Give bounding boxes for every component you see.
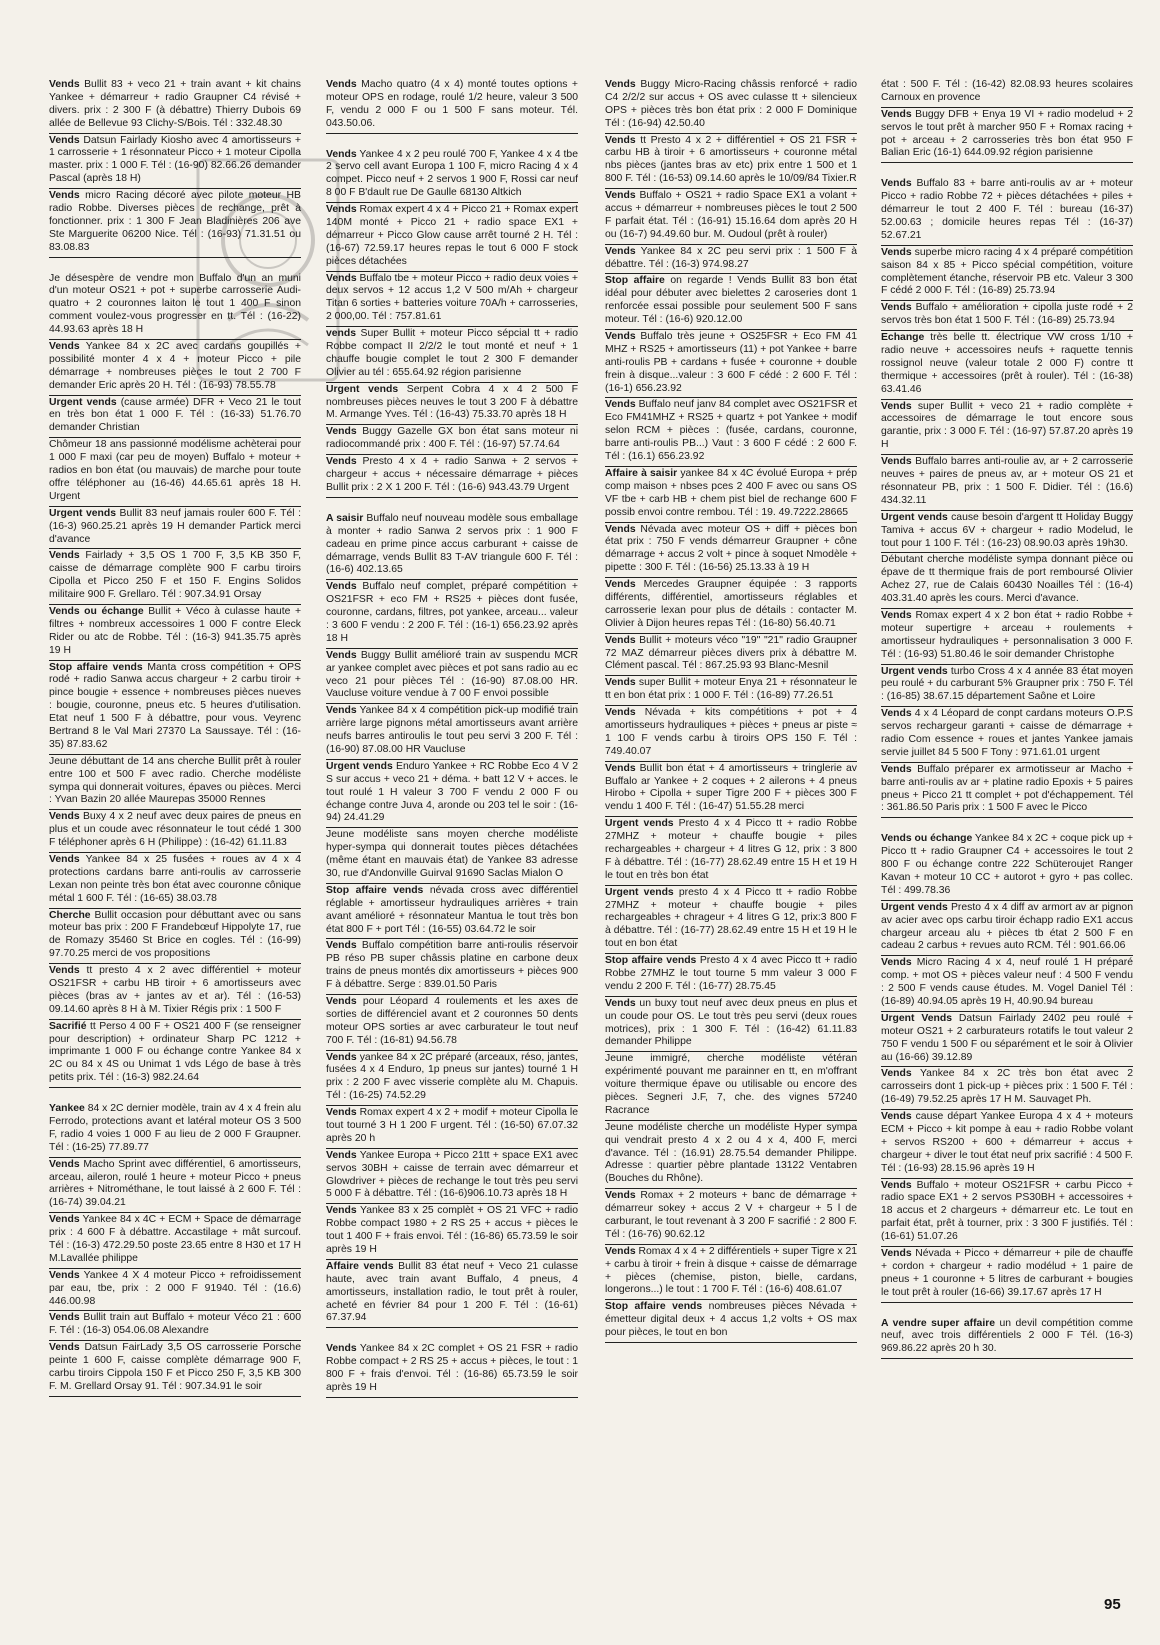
ad-text: Jeune débuttant de 14 ans cherche Bullit prêt à rouler entre 100 et 500 F avec radio. Cherche modéliste sympa qui donnerait voitures, épaves ou pièces. Merci : Yvan Bazin 20 allée Maurepas 35000 Rennes [49,755,301,806]
ad-keyword: Vends [326,649,357,661]
classified-ad [881,511,1133,554]
ad-keyword: Vends [326,1205,357,1217]
classified-ad [881,1067,1133,1110]
classified-ad [881,553,1133,609]
classified-ad [326,704,578,760]
ad-text: Bullit occasion pour débuttant avec ou sans moteur bas prix : 200 F Frandebœuf Hippolyte 17, rue de Romazy 35460 St Brice en cogles. Tél : (16-99) 97.70.25 merci de vos propositions [49,909,301,960]
ad-text: cause besoin d'argent tt Holiday Buggy Tamiva + accus 6V + chargeur + radio Modelud, le tout pour 1 100 F. Tél : (16-23) 08.90.03 après 19h30. [881,511,1134,549]
classified-ad [326,995,578,1051]
ad-text: Micro Racing 4 x 4, neuf roulé 1 H préparé comp. + mot OS + pièces valeur neuf : 4 500 F vendu : 2 500 F vends cause études. M. Vogel Daniel Tél : (16-89) 40.94.05 après 19 H, 40.90.94 bureau [881,957,1133,1007]
ad-text: super Bullit + veco 21 + radio complète + accessoires de démarrage le tout encore sous garantie, prix : 3 000 F. Tél : (16-97) 57.87.20 après 19 H [881,400,1133,451]
ad-text: Buffalo tbe + moteur Picco + radio deux voies + deux servos + 12 accus 1,2 V 500 m/Ah + chargeur Titan 6 sorties + batteries voiture 70A/h + carrosseries, 2 000,00. Tél : 757.81.61 [326,272,578,323]
classified-ad [605,189,857,245]
ad-text: Manta cross compétition + OPS rodé + radio Sanwa accus chargeur + 2 carbu tiroir + pince bougie + essence + nombreuses pièces nueves : bougie, couronne, pneus etc. 5 heures d'utilisation. Etat neuf 1 500 F à débattre, pour vous. Veyrenc Bertrand 8 le Val Mari 27370 La Saussaye. Tél : (16-35) 87.83.62 [49,661,301,750]
ad-keyword: Vends [605,1245,636,1257]
ad-keyword: Vends [605,997,636,1009]
classified-ad [605,954,857,997]
classified-ad [605,274,857,330]
ad-keyword: Vends [881,400,912,412]
ad-keyword: Urgent vends [881,665,948,677]
ad-text: Romax expert 4 x 4 + Picco 21 + Romax expert 140M monté + Picco 21 + radio space EX1 + démarreur + Picco Glow cause arrêt tourné 2 H. Tél : (16-67) 72.59.17 heures repas le tout 6 000 F stock pièces détachées [326,204,578,267]
column-spacer [49,258,301,272]
classified-ad [605,1300,857,1343]
ad-keyword: Vends [49,1158,80,1170]
ad-text: Jeune modéliste cherche un modéliste Hyper sympa qui vendrait presto 4 x 2 ou 4 x 4, 400 F, merci d'avance. Tél : (16.91) 28.75.54 demander Philippe. Adresse : quartier pèbre plantade 13122 Ventabren (Bouches du Rhône). [605,1121,857,1185]
ad-text: Super Bullit + moteur Picco sépcial tt + radio Robbe compact II 2/2/2 le tout monté et neuf + 1 chauffe bougie complet le tout 2 300 F demander Olivier au tél : 655.64.92 région parisienne [326,328,578,378]
ad-text: Bullit + moteurs véco "19" "21" radio Graupner 72 MAZ démarreur pièces divers prix à débattre M. Clément pascal. Tél : 867.25.93 93 Blanc-Mesnil [605,634,857,672]
ad-keyword: Vends [326,1051,357,1063]
classified-ad [326,1051,578,1107]
ad-keyword: Vends [49,134,80,146]
ad-text: (cause armée) DFR + Veco 21 le tout en très bon état 1 000 F. Tél : (16-33) 51.76.70 demander Christian [49,396,301,434]
classified-ad [605,1052,857,1120]
ad-keyword: Stop affaire [605,275,665,287]
ad-keyword: Vends [605,190,636,202]
classified-ad [881,956,1133,1012]
ad-text: Yankee 84 x 2C avec cardans goupillés + possibilité monter 4 x 4 + moteur Picco + pile démarrage + nombreuses pièces le tout 2 700 F demander Eric après 20 H. Tél : (16-93) 78.55.78 [49,341,301,391]
classified-ad [605,134,857,190]
ad-text: tt Perso 4 00 F + OS21 400 F (se renseigner pour description) + ordinateur Sharp PC 1212 + imprimante 1 000 F ou échange contre Yankee 84 x 2C ou 84 x 4S ou Unimat 1 vds Légo de base à très petits prix. Tél : (16-3) 982.24.64 [49,1020,301,1084]
ad-keyword: Vends [326,426,357,438]
classified-ad [881,108,1133,164]
ad-keyword: Stop affaire vends [326,884,424,896]
ad-text: Yankee 84 x 4C + ECM + Space de démarrage prix : 4 600 F à débattre. Accastilage + mât surcouf. Tél : (16-3) 472.29.50 poste 23.65 entre 8 H30 et 17 H M.Lavallée philippe [49,1214,301,1264]
classified-ad [326,203,578,271]
classified-ad [326,1342,578,1398]
ad-keyword: Vends [881,1068,912,1080]
ad-text: Romax expert 4 x 2 + modif + moteur Cipolla le tout tourné 3 H 1 200 F urgent. Tél : (16-50) 67.07.32 après 20 h [326,1107,578,1144]
classified-ad [49,78,301,134]
ad-keyword: Vends ou échange [881,833,973,845]
ad-keyword: Vends [326,1343,357,1355]
ad-text: tt Presto 4 x 2 + différentiel + OS 21 FSR + carbu HB à tiroir + 6 amortisseurs + couronne métal nbs pièces (jantes bras av etc) prix entre 1 500 et 1 800 F. Tél : (16-53) 09.14.60 après le 10/09/84 Tixier.R [605,134,857,185]
classified-ad [49,909,301,965]
ad-keyword: Vends [605,79,636,90]
ad-text: Buffalo neuf complet, préparé compétition + OS21FSR + eco FM + RS25 + pièces dont fusée, couronne, cardans, filtres, pot yankee, arceau... valeur : 3 600 F vendu : 2 200 F. Tél : (16-1) 656.23.92 après 18 H [326,581,578,644]
classified-ad [605,706,857,762]
ad-keyword: Vends [881,108,912,120]
ad-keyword: Vends [605,134,636,146]
classified-ad [49,549,301,605]
ad-text: Presto 4 x 4 Picco tt + radio Robbe 27MHZ + moteur + chauffe bougie + piles rechargeables + chargeur + 4 litres G 12, prix : 3 800 F à débattre. Tél : (16-77) 28.62.49 entre 15 H et 19 H le tout en très bon état [605,818,857,881]
classified-ad [605,467,857,523]
classified-ad [49,1020,301,1088]
classified-ad [881,832,1133,900]
ad-keyword: Vends [605,245,636,257]
ad-keyword: Echange [881,332,925,344]
ad-text: tt presto 4 x 2 avec différentiel + moteur OS21FSR + carbu HB tiroir + 6 amortisseurs avec pièces (bras av + jantes av et ar). Tél : (16-53) 09.14.60 après 8 H à M. Tixier Régis prix : 1 500 F [49,965,301,1015]
ad-keyword: Vends [605,762,636,774]
ad-text: cause départ Yankee Europa 4 x 4 + moteurs ECM + Picco + kit pompe à eau + radio Robbe volant + servos RS200 + 600 + démarreur + accus + chargeur + diver le tout état neuf prix sacrifié : 4 500 F. Tél : (16-93) 28.15.96 après 19 H [881,1111,1133,1174]
classified-ad [326,1260,578,1328]
classified-ad [881,1317,1133,1360]
classified-ad [605,78,857,134]
ad-keyword: Vends [49,79,80,90]
classified-ad [881,400,1133,456]
ad-text: Yankee 84 x 2C + coque pick up + Picco tt + radio Graupner C4 + accessoires le tout 2 800 F ou échange contre 222 Schüteroujet Ranger Kavan + moteur 10 CC + autorot + gyro + pas collec. Tél : 499.78.36 [881,833,1134,896]
ad-text: Je désespère de vendre mon Buffalo d'un an muni d'un moteur OS21 + pot + superbe carrosserie Audi-quatro + 2 couronnes laiton le tout 1 400 F sinon comment voulez-vous progresser en tt. Tél : (16-22) 44.93.63 après 18 H [49,272,301,336]
ad-keyword: Vends [881,1111,912,1123]
ad-text: Enduro Yankee + RC Robbe Eco 4 V 2 S sur accus + veco 21 + déma. + batt 12 V + acces. le tout roulé 1 H valeur 3 700 F vendu 2 000 F ou échange contre Juva 4, aronde ou 203 tel le soir : (16-94) 24.41.29 [326,760,578,824]
ad-keyword: Vends [49,1342,80,1354]
classified-ad [49,1213,301,1269]
ad-text: Buffalo neuf janv 84 complet avec OS21FSR et Eco FM41MHZ + RS25 + quartz + pot Yankee + modif selon RCM + pièces : (fusée, cardans, couronne, barre anti-roulis PB...) Vaut : 3 600 F cédé : 2 600 F. Tél : (16.1) 656.23.92 [605,399,857,463]
ad-keyword: Cherche [49,909,91,921]
ad-keyword: Sacrifié [49,1020,87,1032]
classified-ad [881,707,1133,763]
ad-keyword: Vends [49,853,80,865]
classified-ad [605,523,857,579]
classified-ad [326,1149,578,1205]
classified-ad [49,438,301,506]
ad-keyword: Vends [326,204,357,216]
ad-text: yankee 84 x 4C évolué Europa + prép comp maison + nbses pces 2 400 F avec ou sans OS VF tbe + carb HB + chem pist biel de rechange 600 F possib envoi contre rembou. Tél : 19. 49.7222.28665 [605,467,857,518]
ad-text: superbe micro racing 4 x 4 préparé compétition saison 84 x 85 + Picco spécial compétition, voiture complètement étanche, réservoir PB etc. Valeur 3 300 F cédé 2 000 F. Tél : (16-89) 25.73.94 [881,246,1133,297]
classified-ad [605,245,857,275]
classified-ad [605,578,857,634]
ad-keyword: Vends [881,609,912,621]
classified-ad [881,246,1133,302]
ad-keyword: Stop affaire vends [49,661,143,673]
ad-keyword: Stop affaire vends [605,955,697,967]
classified-ad [881,1247,1133,1303]
ad-text: Yankee 83 x 25 complèt + OS 21 VFC + radio Robbe compact 1980 + 2 RS 25 + accus + pièces le tout 1 400 F + frais envoi. Tél : (16-86) 65.73.59 le soir après 19 H [326,1205,578,1256]
classified-ad [605,1189,857,1245]
classified-ad [326,649,578,705]
classified-ad [881,763,1133,819]
classified-ad [49,1102,301,1158]
ad-keyword: Vends [326,940,357,952]
classified-ad [881,901,1133,957]
ad-keyword: Vends [326,705,357,717]
ad-keyword: vends [326,328,357,340]
classified-ad [49,1341,301,1397]
classified-ad [49,507,301,550]
column-spacer [326,1328,578,1342]
ad-keyword: Vends [881,1179,912,1191]
ad-text: Yankee 84 x 2C complet + OS 21 FSR + radio Robbe compact + 2 RS 25 + accus + pièces, le tout : 1 800 F + frais d'envoi. Tél : (16-86) 65.73.59 le soir après 19 H [326,1343,578,1394]
ad-keyword: Vends [881,456,912,468]
column-spacer [326,498,578,512]
ad-text: Macho Sprint avec différentiel, 6 amortisseurs, arceau, aileron, roulé 1 heure + moteur Picco + pneus arrières + Nitrométhane, le tout laissé à 2 600 F. Tél : (16-74) 39.04.21 [49,1158,301,1209]
classified-ad [881,177,1133,245]
ad-text: Buffalo neuf nouveau modèle sous emballage à monter + radio Sanwa 2 servos prix : 1 900 F cadeau en prime pince accus carburant + caisse de démarrage, vends Bullit 83 T-AV triangule 600 F. Tél : (16-6) 402.13.65 [326,512,578,576]
ad-text: presto 4 x 4 Picco tt + radio Robbe 27MHZ + moteur + chauffe bougie + piles rechargeables + chrageur + 4 litres G 12, prix:3 800 F à débattre. Tél : (16-77) 28.62.49 entre 15 H et 19 H le tout en bon état [605,886,857,950]
classified-ad [49,1311,301,1341]
classified-ad [326,148,578,204]
ad-keyword: Urgent vends [605,886,674,898]
ad-keyword: Vends [881,957,912,969]
ad-text: Mercedes Graupner équipée : 3 rapports différents, différentiel, amortisseurs réglables et carrosserie lexan pour plus de détails : contacter M. Olivier à Dijon heures repas Tél : (16-80) 56.40.71 [605,579,857,629]
classified-ad [605,1121,857,1189]
classified-ad [49,396,301,439]
classified-ad [49,1269,301,1312]
ad-keyword: Vends [326,996,357,1007]
classified-ad [326,760,578,828]
ad-text: Macho quatro (4 x 4) monté toutes options + moteur OPS en rodage, roulé 1/2 heure, valeur 3 500 F, vendu 2 000 F ou 1 500 F sans moteur. Tél. 043.50.06. [326,79,578,129]
classified-ad [326,272,578,328]
ad-text: Buffalo + amélioration + cipolla juste rodé + 2 servos très bon état 1 500 F. Tél : (16-89) 25.73.94 [881,302,1133,327]
column-spacer [881,163,1133,177]
classified-ad [605,634,857,677]
column-spacer [881,818,1133,832]
column-spacer [881,1303,1133,1317]
classified-ad [605,676,857,706]
ad-text: état : 500 F. Tél : (16-42) 82.08.93 heures scolaires Carnoux en provence [881,79,1133,103]
ad-keyword: Urgent vends [49,396,117,408]
ad-keyword: Urgent vends [49,507,117,519]
ad-text: Yankee 84 x 2C peu servi prix : 1 500 F à débattre. Tél : (16-3) 974.98.27 [605,245,857,270]
ad-keyword: Vends [605,331,636,343]
classified-ad [326,78,578,134]
ad-text: Yankee 84 x 25 fusées + roues av 4 x 4 protections cardans barre anti-roulis av carrosserie Lexan non peinte très bon état avec couronne cônique métal 1 600 F. Tél : (16-65) 38.03.78 [49,853,301,904]
ad-keyword: Vends [326,272,357,284]
ad-text: Fairlady + 3,5 OS 1 700 F, 3,5 KB 350 F, caisse de démarrage complète 900 F carbu tiroirs Cipolla et Picco 250 F et 150 F. Engins Solidos militaire 900 F. Grellaro. Tél : 907.34.91 Orsay [49,550,301,601]
classified-ad [605,330,857,398]
ad-keyword: Vends [49,550,80,562]
column-spacer [326,134,578,148]
classified-ad [49,964,301,1020]
ad-text: Jeune modéliste sans moyen cherche modéliste hyper-sympa qui donnerait toutes pièces détachées (même étant en mauvais état) de Yankee 83 adresse 30, rue d'Andonville Guirval 91690 Saclas Mialon O [326,829,578,879]
classified-ad [881,1110,1133,1178]
classified-ad [49,853,301,909]
classified-ad [49,605,301,661]
ad-keyword: Yankee [49,1103,85,1115]
ad-text: Buffalo + moteur OS21FSR + carbu Picco + radio space EX1 + 2 servos PS30BH + accessoires + 18 accus et 2 chargeurs + démarreur etc. Le tout en parfait état, prêt à tourner, prix : 3 300 F justifiés. Tél : (16-61) 51.07.26 [881,1179,1133,1243]
classified-ad [49,272,301,340]
ad-text: Buggy DFB + Enya 19 VI + radio modelud + 2 servos le tout prêt à marcher 950 F + Romax racing + pot + arceau + 2 carrosseries très bon état 950 F Balian Eric (16-1) 644.09.92 région parisienne [881,108,1133,159]
ad-text: Débutant cherche modéliste sympa donnant pièce ou épave de tt thermique frais de port remboursé Olivier Achez 27, rue de Calais 60430 Noailles Tél : (16-4) 403.31.40 après les cours. Merci d'avance. [881,554,1133,605]
classified-ad [605,997,857,1053]
ad-keyword: Vends [49,1214,80,1226]
ad-text: Buffalo très jeune + OS25FSR + Eco FM 41 MHZ + RS25 + amortisseurs (11) + pot Yankee + barre anti-roulis PB + cardans + fusée + couronne + double frein à disque...valeur : 3 600 F cédé : 2 600 F. Tél : (16-1) 656.23.92 [605,331,857,394]
ad-text: Névada + Picco + démarreur + pile de chauffe + cordon + chargeur + radio modélud + 1 paire de pneus + 1 couronne + 5 litres de carburant + bougies le tout prêt à rouler (16-66) 39.17.67 après 17 H [881,1248,1133,1298]
classified-ad [49,340,301,396]
classified-ad [881,1179,1133,1247]
classified-ad [881,455,1133,511]
classified-ad [326,884,578,940]
ad-keyword: Vends [49,965,80,977]
ad-text: Romax 4 x 4 + 2 différentiels + super Tigre x 21 + carbu à tiroir + frein à disque + caisse de démarrage + pièces (chemise, piston, bielle, cardans, longerons...) le tout : 1 700 F. Tél : (16-6) 408.61.07 [605,1245,857,1296]
ad-text: Bullit 83 état neuf + Veco 21 culasse haute, avec train avant Buffalo, 4 pneus, 4 amortisseurs, installation radio, le tout prêt à rouler, acheté en février 84 pour 1 200 F. Tél : (16-61) 67.37.94 [326,1260,578,1324]
ad-keyword: Vends [881,302,912,314]
ad-keyword: Vends [49,811,80,823]
ad-keyword: Vends [49,1312,80,1324]
ad-keyword: Vends [326,1107,357,1119]
ad-text: nombreuses pièces Névada + émetteur digital deux + 4 accus 1,2 volts + OS max pour pièces, le tout en bon [605,1301,857,1339]
ad-keyword: Vends [49,341,80,353]
classified-ad [326,455,578,498]
ad-text: 4 x 4 Léopard de conpt cardans moteurs O.P.S servos rechargeur garanti + caisse de démarrage + radio Com essence + roues et jantes Yankee jamais servie juillet 84 5 500 F Tony : 971.61.01 urgent [881,708,1133,758]
ad-text: Névada avec moteur OS + diff + pièces bon état prix : 750 F vends démarreur Graupner + cône démarrage + accus 2 volt + pince à soquet Nmodèle + pipette : 300 F. Tél : (16-56) 25.13.33 à 19 H [605,523,857,574]
column-3 [605,78,857,1343]
ad-keyword: Vends [605,1190,636,1202]
ad-keyword: Vends [881,178,912,190]
ad-keyword: Affaire vends [326,1260,394,1272]
ad-text: un devil compétition comme neuf, avec trois différentiels 2 000 F Tél. (16-3) 969.86.22 après 20 h 30. [881,1317,1133,1355]
classified-ad [326,939,578,995]
ad-keyword: Affaire à saisir [605,467,678,479]
ad-text: Serpent Cobra 4 x 4 2 500 F nombreuses pièces neuves le tout 3 200 F à débattre M. Armange Yves. Tél : (16-43) 75.33.70 après 18 H [326,383,578,421]
ad-keyword: Vends [326,148,357,160]
ad-text: Bullit 83 neuf jamais rouler 600 F. Tél : (16-3) 960.25.21 après 19 H demander Partick merci d'avance [49,507,301,545]
classified-ad [326,1204,578,1260]
ad-keyword: Vends [605,579,636,591]
ad-text: Presto 4 x 4 avec Picco tt + radio Robbe 27MHZ le tout tourne 5 mm valeur 3 000 F vendu 2 200 F. Tél : (16-77) 28.75.45 [605,955,857,992]
classified-ad [605,1245,857,1301]
classified-ad [881,301,1133,331]
classified-ad [326,327,578,383]
ad-text: Buffalo 83 + barre anti-roulis av ar + moteur Picco + radio Robbe 72 + pièces détachées + piles + démarreur le tout 2 400 F. Tél : bureau (16-37) 52.00.63 ; domicile heures repas Tél : (16-37) 52.67.21 [881,178,1133,241]
classified-ad [326,425,578,455]
ad-keyword: Stop affaire vends [605,1301,703,1313]
ad-text: Buffalo + OS21 + radio Space EX1 a volant + accus + démarreur + nombreuses pièces le tout 2 500 F parfait état. Tél : (16-91) 15.16.64 dom après 20 H ou (16-7) 94.49.60 bur. M. Oudoul (prêt à rouler) [605,190,857,240]
ad-keyword: Vends [881,763,912,775]
ad-text: yankee 84 x 2C préparé (arceaux, réso, jantes, fusées 4 x 4 Enduro, 1p pneus sur jantes) tourné 1 H prix : 2 200 F avec visserie complète alu M. Chapuis. Tél : (16-25) 74.52.29 [326,1051,578,1102]
column-2 [326,78,578,1398]
ad-keyword: Vends [49,1269,80,1281]
ad-text: Buffalo compétition barre anti-roulis réservoir PB réso PB super châssis platine en carbone deux trains de pneus montés dix amortisseurs + pièces 900 F à débattre. Serge : 839.01.50 Paris [326,940,578,991]
classified-ad [49,134,301,190]
ad-text: turbo Cross 4 x 4 année 83 état moyen peu roulé + du carburant 5% Graupner prix : 750 F. Tél : (16-85) 38.67.15 département Saône et Loire [881,665,1133,703]
ad-text: Buggy Bullit amélioré train av suspendu MCR ar yankee complet avec pièces et pot sans radio au ec veco 21 pour pièces Tél : (16-90) 87.08.00 HR. Vaucluse voiture vendue à 7 00 F envoi possible [326,649,578,700]
classified-ad [881,78,1133,108]
ad-text: Datsun Fairlady Kiosho avec 4 amortisseurs + 1 carrosserie + 1 résonnateur Picco + 1 moteur Cipolla master. prix : 1 000 F. Tél : (16-90) 82.66.26 demander Pascal (après 18 H) [49,134,301,185]
ad-text: Yankee 4 X 4 moteur Picco + refroidissement par eau, tbe, prix : 2 000 F 91940. Tél : (16.6) 446.00.98 [49,1269,301,1307]
classified-ad [881,331,1133,399]
classified-ad [605,886,857,954]
ad-keyword: Vends [326,1149,357,1161]
classified-ad [881,1012,1133,1068]
column-1 [49,78,301,1397]
classified-ad [326,383,578,426]
ad-text: Chômeur 18 ans passionné modélisme achèterai pour 1 000 F maxi (car peu de moyen) Buffalo + moteur + radios en bon état (ou mauvais) de marche pour toute offre téléphoner au (16-46) 44.65.61 après 18 H. Urgent [49,439,301,502]
ad-keyword: Urgent Vends [881,1012,953,1024]
classified-ad [326,1106,578,1149]
ad-text: Presto 4 x 4 diff av armort av ar pignon av acier avec ops carbu tiroir échapp radio EX1 accus chargeur arceau alu + pièces tb état 2 500 F en cadeau 2 carbus + revues auto RCM. Tél : 901.66.06 [881,901,1133,952]
ad-text: un buxy tout neuf avec deux pneus en plus et un coude pour OS. Le tout très peu servi (deux roues motrices), prix : 1 300 F. Tél : (16-42) 61.11.83 demander Philippe [605,997,857,1048]
ad-keyword: Vends [326,456,357,468]
ad-text: Romax expert 4 x 2 bon état + radio Robbe + moteur supertigre + arceau + roulements + amortisseur hydrauliques + personnalisation 3 000 F. Tél : (16-93) 51.80.46 le soir demander Christophe [881,609,1133,660]
classified-ad [326,512,578,580]
ad-text: Yankee 4 x 2 peu roulé 700 F, Yankee 4 x 4 tbe 2 servo cell avant Europa 1 100 F, micro Racing 4 x 4 compet. Picco neuf + 2 servos 1 900 F, Rossi car neuf 8 00 F B'dault rue De Gaulle 68130 Altkich [326,148,578,199]
ad-keyword: Urgent vends [881,901,948,913]
ad-text: Bullit bon état + 4 amortisseurs + tringlerie av Buffalo ar Yankee + 2 coques + 2 ailerons + 4 pneus Hirobo + Cipolla + super Tigre 200 F + pièces 300 F vendu 1 400 F. Tél : (16-47) 51.55.28 merci [605,762,857,813]
ad-keyword: Vends [605,523,636,535]
classified-ad [49,810,301,853]
ad-text: Buffalo préparer ex armotisseur ar Macho + barre anti-roulis av ar + platine radio Epoxis + 5 paires pneus + Picco 21 tt complet + pot d'échappement. Tél : 361.86.50 Paris prix : 1 500 F avec le Picco [881,763,1133,814]
ad-text: Presto 4 x 4 + radio Sanwa + 2 servos + chargeur + accus + nécessaire démarrage + pièces Bullit prix : 2 X 1 200 F. Tél : (16-6) 943.43.79 Urgent [326,456,578,493]
ad-text: très belle tt. électrique VW cross 1/10 + radio neuve + accessoires neufs + raquette tennis rossignol neuve (valeur totale 2 000 F) contre tt thermique + accessoires (prêt à rouler). Tél : (16-38) 63.41.46 [881,332,1133,395]
ad-keyword: Urgent vends [326,383,399,395]
ad-keyword: Vends [326,79,357,90]
ad-text: Datsun Fairlady 2402 peu roulé + moteur OS21 + 2 carburateurs rotatifs le tout valeur 2 750 F vendu 1 500 F ou séparément et le soir à Olivier au (16-66) 39.12.89 [881,1012,1133,1063]
ad-keyword: Vends [605,707,636,719]
ad-keyword: A saisir [326,512,364,524]
ad-text: Yankee 84 x 4 compétition pick-up modifié train arrière large pignons métal amortisseurs avant arrière neufs barres antiroulis le tout peu servi 3 200 F. Tél : (16-90) 87.08.00 HR Vaucluse [326,705,578,755]
page-number: 95 [1104,1596,1121,1613]
ad-text: Buxy 4 x 2 neuf avec deux paires de pneus en plus et un coude avec résonnateur le tout cédé 1 300 F téléphoner après 6 H (Philippe) : (16-42) 61.11.83 [49,811,301,849]
ad-keyword: Urgent vends [881,511,948,523]
ad-text: Buggy Gazelle GX bon état sans moteur ni radiocommandé prix : 400 F. Tél : (16-97) 57.74.64 [326,426,578,451]
ad-text: névada cross avec différentiel réglable + amortisseur hydrauliques arrières + train avant amélioré + résonnateur Mantua le tout très bon état 800 F + port Tél : (16-55) 03.64.72 le soir [326,884,578,935]
column-spacer [49,1088,301,1102]
ad-keyword: Vends [605,399,636,411]
classified-ad [49,661,301,755]
ad-text: Romax + 2 moteurs + banc de démarrage + démarreur sokey + accus 2 V + chargeur + 5 l de carburant, le tout revenant à 3 200 F sacrifié : 2 800 F. Tél : (16-76) 90.62.12 [605,1190,857,1240]
ad-keyword: A vendre super affaire [881,1317,996,1329]
ad-keyword: Vends [605,634,636,646]
ad-text: pour Léopard 4 roulements et les axes de sorties de différenciel avant et 2 couronnes 50 dents moteur OPS sorties ar avec carburateur le tout neuf 700 F. Tél : (16-81) 94.56.78 [326,996,578,1046]
classified-ad [881,609,1133,665]
ad-keyword: Vends ou échange [49,605,144,617]
ad-text: Yankee Europa + Picco 21tt + space EX1 avec servos 30BH + caisse de terrain avec démarreur et Glowdriver + pièces de rechange le tout très peu servi 5 000 F à débattre. Tél : (16-6)906.10.73 après 18 H [326,1149,578,1200]
classified-ad [605,762,857,818]
ad-keyword: Vends [881,708,912,720]
ad-keyword: Vends [326,581,357,593]
classified-ad [605,817,857,885]
ad-text: Bullit train aut Buffalo + moteur Véco 21 : 600 F. Tél : (16-3) 054.06.08 Alexandre [49,1312,301,1337]
ad-keyword: Vends [881,1248,912,1260]
classified-ad [49,1158,301,1214]
ad-keyword: Vends [605,677,636,689]
ad-text: Yankee 84 x 2C très bon état avec 2 carrosseirs dont 1 pick-up + pièces prix : 1 500 F. Tél : (16-49) 79.52.25 après 17 H M. Sauvaget Ph. [881,1068,1133,1106]
ad-keyword: Urgent vends [605,818,674,830]
classified-ad [326,828,578,884]
ad-keyword: Vends [881,246,912,258]
ad-text: micro Racing décoré avec pilote moteur HB radio Robbe. Diverses pièces de rechange, prêt à fonctionner. prix : 1 300 F Jean Bladinières 206 ave Ste Marguerite 06200 Nice. Tél : (16-93) 71.31.51 ou 83.08.83 [49,190,301,253]
column-4 [881,78,1133,1359]
ad-text: Buggy Micro-Racing châssis renforcé + radio C4 2/2/2 sur accus + OS avec culasse tt + silencieux OPS + pièces très bon état prix : 2 000 F Dominique Tél : (16-94) 42.50.40 [605,79,857,129]
ad-text: super Bullit + moteur Enya 21 + résonnateur le tt en bon état prix : 1 000 F. Tél : (16-89) 77.26.51 [605,677,857,702]
ad-text: Buffalo barres anti-roulie av, ar + 2 carrosserie neuves + paires de pneus av, ar + moteur OS 21 et résonnateur PB, prix : 1 500 F. Didier. Tél : (16.6) 434.32.11 [881,456,1133,506]
classified-ad [49,189,301,257]
ad-text: Névada + kits compétitions + pot + 4 amortisseurs hydrauliques + pièces + pneus ar piste ≈ 1 100 F vends carbu à tiroirs OPS 150 F. Tél : 749.40.07 [605,707,857,757]
classified-ad [605,398,857,466]
classified-ad [326,580,578,648]
classified-ad [49,755,301,811]
ad-keyword: Vends [49,190,80,202]
ad-text: Datsun FairLady 3,5 OS carrosserie Porsche peinte 1 600 F, caisse complète démarrage 900 F, carbu tiroirs Cippola 150 F et Picco 250 F, 3,5 KB 300 F. M. Grellard Orsay 91. Tél : 907.34.91 le soir [49,1342,301,1392]
classified-ad [881,665,1133,708]
ad-text: on regarde ! Vends Bullit 83 bon état idéal pour débuter avec bielettes 2 caroseries dont 1 renforcée essai possible pour seulement 500 F sans moteur. Tél : (16-6) 920.12.00 [605,275,857,326]
ad-text: Bullit 83 + veco 21 + train avant + kit chains Yankee + démarreur + radio Graupner C4 révisé + divers. prix : 2 300 F (à débattre) Thierry Dubois 69 allée de Bellevue 93 Clichy-S/Bois. Tél : 332.48.30 [49,79,301,129]
ad-text: 84 x 2C dernier modèle, train av 4 x 4 frein alu Ferrodo, protections avant et latéral moteur OS 3 500 F, radio 4 voies 1 000 F au lieu de 2 000 F Graupner. Tél : (16-25) 77.89.77 [49,1103,301,1153]
ad-text: Bullit + Véco à culasse haute + filtres + nombreux accessoires 1 000 F contre Eleck Rider ou atc de Robbe. Tél : (16-3) 941.35.75 après 19 H [49,605,302,656]
ad-text: Jeune immigré, cherche modéliste vétéran expérimenté pouvant me parainner en tt, en m'offrant voiture thermique épave ou utilisable ou encore des pièces. Segneri J.F, 7, che. des vignes 57240 Racrance [605,1053,857,1116]
ad-keyword: Urgent vends [326,760,393,772]
